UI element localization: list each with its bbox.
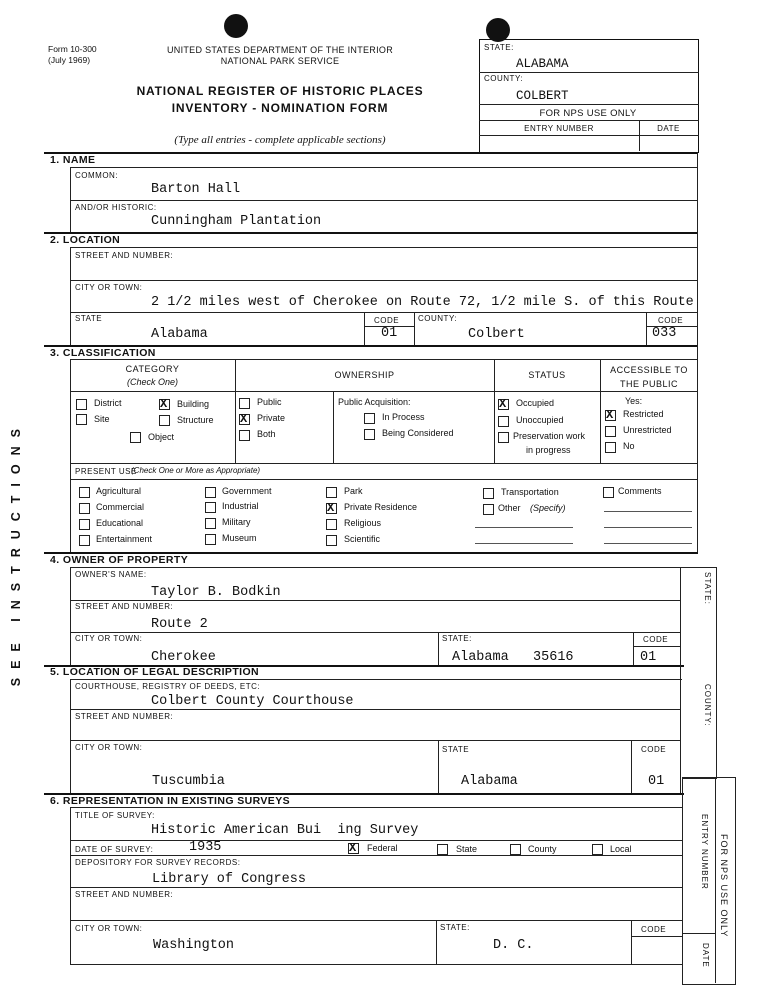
- legal-city-value: Tuscumbia: [152, 774, 225, 789]
- no-checkbox[interactable]: [605, 442, 616, 453]
- department-name: UNITED STATES DEPARTMENT OF THE INTERIOR: [166, 45, 394, 55]
- structure-checkbox[interactable]: [159, 415, 170, 426]
- type-instruction: (Type all entries - complete applicable sections): [174, 134, 386, 146]
- comments-checkbox[interactable]: [603, 487, 614, 498]
- in-progress-label: in progress: [526, 445, 571, 455]
- form-title-line1: NATIONAL REGISTER OF HISTORIC PLACES: [136, 84, 424, 98]
- historic-name-value: Cunningham Plantation: [151, 214, 322, 229]
- state-box-county-value: COLBERT: [516, 89, 569, 103]
- preservation-checkbox[interactable]: [498, 432, 509, 443]
- common-name-value: Barton Hall: [151, 182, 241, 197]
- in-process-label: In Process: [382, 412, 425, 422]
- owner-name-label: OWNER'S NAME:: [75, 570, 147, 579]
- legal-city-label: CITY OR TOWN:: [75, 743, 143, 752]
- industrial-label: Industrial: [222, 501, 259, 511]
- educational-checkbox[interactable]: [79, 519, 90, 530]
- private-residence-checkbox[interactable]: [326, 503, 337, 514]
- private-label: Private: [257, 413, 286, 423]
- street-label-s2: STREET AND NUMBER:: [75, 251, 174, 260]
- common-label: COMMON:: [75, 171, 119, 180]
- being-considered-label: Being Considered: [382, 428, 454, 438]
- park-checkbox[interactable]: [326, 487, 337, 498]
- other-checkbox[interactable]: [483, 504, 494, 515]
- unrestricted-checkbox[interactable]: [605, 426, 616, 437]
- unrestricted-label: Unrestricted: [623, 425, 672, 435]
- restricted-label: Restricted: [623, 409, 664, 419]
- punch-hole-left: [224, 14, 248, 38]
- survey-date-value: 1935: [189, 840, 222, 855]
- commercial-label: Commercial: [96, 502, 145, 512]
- nps-use-only-label: FOR NPS USE ONLY: [539, 108, 637, 119]
- side-county-label: COUNTY:: [703, 684, 712, 727]
- side-entry-number: ENTRY NUMBER: [700, 814, 709, 890]
- agricultural-checkbox[interactable]: [79, 487, 90, 498]
- survey-code-label: CODE: [641, 925, 667, 934]
- government-label: Government: [222, 486, 272, 496]
- courthouse-value: Colbert County Courthouse: [151, 694, 354, 709]
- service-name: NATIONAL PARK SERVICE: [220, 56, 340, 66]
- present-use-note: (Check One or More as Appropriate): [131, 466, 261, 475]
- section1-title: 1. NAME: [50, 154, 96, 166]
- district-checkbox[interactable]: [76, 399, 87, 410]
- owner-name-value: Taylor B. Bodkin: [151, 585, 281, 600]
- date-label: DATE: [657, 124, 680, 133]
- military-label: Military: [222, 517, 251, 527]
- location-county-code: 033: [652, 326, 677, 341]
- military-checkbox[interactable]: [205, 518, 216, 529]
- restricted-checkbox[interactable]: [605, 410, 616, 421]
- city-label-s2: CITY OR TOWN:: [75, 283, 143, 292]
- educational-label: Educational: [96, 518, 144, 528]
- county-survey-checkbox[interactable]: [510, 844, 521, 855]
- status-header: STATUS: [528, 370, 566, 380]
- both-checkbox[interactable]: [239, 430, 250, 441]
- transportation-checkbox[interactable]: [483, 488, 494, 499]
- owner-code-label: CODE: [643, 635, 669, 644]
- both-label: Both: [257, 429, 276, 439]
- no-label: No: [623, 441, 635, 451]
- legal-state-value: Alabama: [461, 774, 518, 789]
- legal-street-label: STREET AND NUMBER:: [75, 712, 174, 721]
- district-label: District: [94, 398, 122, 408]
- owner-state-value: Alabama 35616: [452, 650, 574, 665]
- survey-state-value: D. C.: [493, 938, 534, 953]
- form-number: Form 10-300: [48, 44, 97, 54]
- other-specify-label: (Specify): [530, 503, 566, 513]
- private-residence-label: Private Residence: [344, 502, 418, 512]
- form-date: (July 1969): [48, 55, 91, 65]
- location-city-value: 2 1/2 miles west of Cherokee on Route 72, 1/2 mile S. of this Route: [151, 295, 694, 310]
- unoccupied-checkbox[interactable]: [498, 416, 509, 427]
- commercial-checkbox[interactable]: [79, 503, 90, 514]
- see-instructions-side: SEE INSTRUCTIONS: [9, 420, 23, 687]
- owner-street-label: STREET AND NUMBER:: [75, 602, 174, 611]
- section2-title: 2. LOCATION: [50, 234, 121, 246]
- scientific-checkbox[interactable]: [326, 535, 337, 546]
- religious-label: Religious: [344, 518, 382, 528]
- industrial-checkbox[interactable]: [205, 502, 216, 513]
- survey-state-label: STATE:: [440, 923, 470, 932]
- public-checkbox[interactable]: [239, 398, 250, 409]
- state-box-state-label: STATE:: [484, 43, 514, 52]
- scientific-label: Scientific: [344, 534, 381, 544]
- county-label-s2: COUNTY:: [418, 314, 458, 323]
- state-label-s2: STATE: [75, 314, 103, 323]
- local-survey-checkbox[interactable]: [592, 844, 603, 855]
- form-title-line2: INVENTORY - NOMINATION FORM: [171, 101, 389, 115]
- state-box-state-value: ALABAMA: [516, 57, 569, 71]
- side-nps-use-only: FOR NPS USE ONLY: [719, 834, 729, 938]
- state-box-county-label: COUNTY:: [484, 74, 524, 83]
- historic-label: AND/OR HISTORIC:: [75, 203, 157, 212]
- preservation-label: Preservation work: [513, 431, 586, 441]
- legal-code-label: CODE: [641, 745, 667, 754]
- entertainment-label: Entertainment: [96, 534, 153, 544]
- survey-street-label: STREET AND NUMBER:: [75, 890, 174, 899]
- museum-checkbox[interactable]: [205, 534, 216, 545]
- local-survey-label: Local: [610, 844, 632, 854]
- park-label: Park: [344, 486, 363, 496]
- category-header: CATEGORY: [125, 364, 180, 374]
- code-label-s2: CODE: [374, 316, 400, 325]
- public-acquisition-label: Public Acquisition:: [338, 397, 411, 407]
- structure-label: Structure: [177, 415, 214, 425]
- side-state-label: STATE:: [703, 572, 712, 605]
- depository-label: DEPOSITORY FOR SURVEY RECORDS:: [75, 858, 241, 867]
- transportation-label: Transportation: [501, 487, 559, 497]
- survey-title-label: TITLE OF SURVEY:: [75, 811, 155, 820]
- occupied-label: Occupied: [516, 398, 555, 408]
- survey-title-value: Historic American Bui ing Survey: [151, 823, 419, 838]
- unoccupied-label: Unoccupied: [516, 415, 564, 425]
- legal-state-label: STATE: [442, 745, 470, 754]
- owner-code-value: 01: [640, 650, 657, 665]
- site-label: Site: [94, 414, 110, 424]
- county-code-label-s2: CODE: [658, 316, 684, 325]
- section6-title: 6. REPRESENTATION IN EXISTING SURVEYS: [50, 795, 291, 807]
- owner-state-label: STATE:: [442, 634, 472, 643]
- occupied-checkbox[interactable]: [498, 399, 509, 410]
- owner-city-label: CITY OR TOWN:: [75, 634, 143, 643]
- building-label: Building: [177, 399, 210, 409]
- location-state-value: Alabama: [151, 327, 208, 342]
- accessible-header: ACCESSIBLE TO THE PUBLIC: [610, 365, 688, 389]
- county-survey-label: County: [528, 844, 557, 854]
- survey-date-label: DATE OF SURVEY:: [75, 845, 154, 854]
- religious-checkbox[interactable]: [326, 519, 337, 530]
- owner-city-value: Cherokee: [151, 650, 216, 665]
- being-considered-checkbox[interactable]: [364, 429, 375, 440]
- survey-city-label: CITY OR TOWN:: [75, 924, 143, 933]
- state-survey-label: State: [456, 844, 478, 854]
- section4-title: 4. OWNER OF PROPERTY: [50, 554, 189, 566]
- object-label: Object: [148, 432, 175, 442]
- yes-label: Yes:: [625, 396, 643, 406]
- federal-checkbox[interactable]: [348, 843, 359, 854]
- object-checkbox[interactable]: [130, 432, 141, 443]
- entry-number-label: ENTRY NUMBER: [524, 124, 594, 133]
- depository-value: Library of Congress: [152, 872, 306, 887]
- location-county-value: Colbert: [468, 327, 525, 342]
- entertainment-checkbox[interactable]: [79, 535, 90, 546]
- federal-label: Federal: [367, 843, 398, 853]
- museum-label: Museum: [222, 533, 257, 543]
- location-state-code: 01: [381, 326, 398, 341]
- private-checkbox[interactable]: [239, 414, 250, 425]
- state-survey-checkbox[interactable]: [437, 844, 448, 855]
- check-one-note: (Check One): [126, 377, 179, 387]
- comments-label: Comments: [618, 486, 662, 496]
- owner-street-value: Route 2: [151, 617, 208, 632]
- present-use-label: PRESENT USE: [75, 467, 137, 476]
- courthouse-label: COURTHOUSE, REGISTRY OF DEEDS, ETC:: [75, 682, 261, 691]
- side-date: DATE: [701, 943, 710, 968]
- survey-city-value: Washington: [153, 938, 235, 953]
- building-checkbox[interactable]: [159, 399, 170, 410]
- section5-title: 5. LOCATION OF LEGAL DESCRIPTION: [50, 666, 260, 678]
- in-process-checkbox[interactable]: [364, 413, 375, 424]
- site-checkbox[interactable]: [76, 414, 87, 425]
- section3-title: 3. CLASSIFICATION: [50, 347, 156, 359]
- other-label: Other: [498, 503, 521, 513]
- government-checkbox[interactable]: [205, 487, 216, 498]
- legal-code-value: 01: [648, 774, 665, 789]
- public-label: Public: [257, 397, 282, 407]
- ownership-header: OWNERSHIP: [334, 370, 395, 380]
- agricultural-label: Agricultural: [96, 486, 142, 496]
